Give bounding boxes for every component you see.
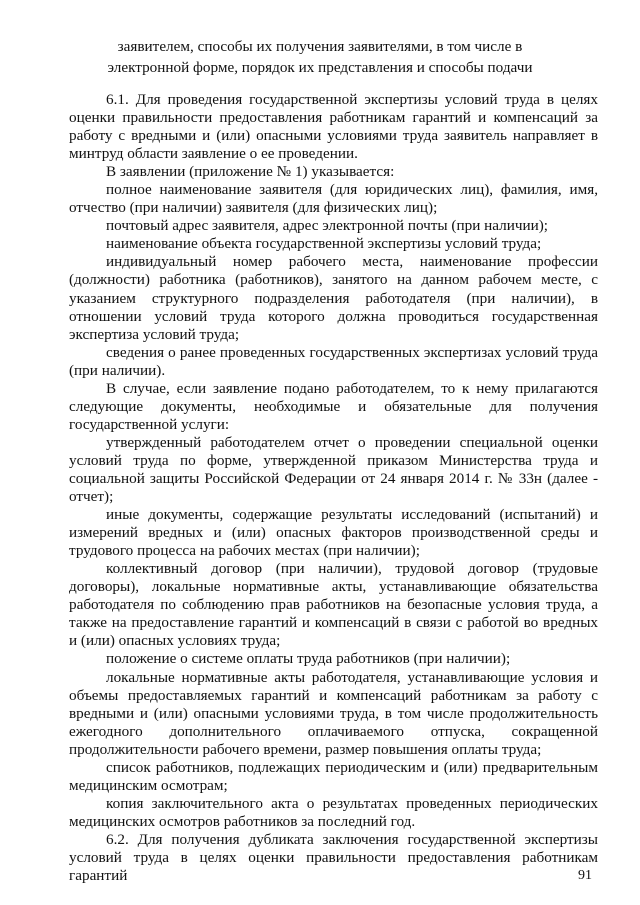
list-item-employee-list: список работников, подлежащих периодическим и (или) предварительным медицинским осмотрам; [69,758,598,794]
paragraph-6-1: 6.1. Для проведения государственной экспертизы условий труда в целях оценки правильности предоставления работникам гарантий и компенсаций за работу с вредными и (или) опасными условиями труда заявитель направляет в минтруд области заявление о ее проведении. [69,91,598,163]
paragraph-6-2: 6.2. Для получения дубликата заключения государственной экспертизы условий труда в целях оценки правильности предоставления работникам гарантий [69,830,598,885]
list-item-report: утвержденный работодателем отчет о проведении специальной оценки условий труда по форме, утвержденной приказом Министерства труда и социальной защиты Российской Федерации от 24 января 2014 г. № 33н (далее - отчет); [69,433,598,506]
list-item-previous-expertise: сведения о ранее проведенных государственных экспертизах условий труда (при наличии). [69,343,598,379]
list-item-medical-act: копия заключительного акта о результатах проведенных периодических медицинских осмотров работников за последний год. [69,794,598,830]
list-item-workplace: индивидуальный номер рабочего места, наименование профессии (должности) работника (работников), занятого на данном рабочем месте, с указанием структурного подразделения работодателя (при наличии), в отношении условий труда которого должна проводиться государственная экспертиза условий труда; [69,253,598,343]
paragraph-employer-documents: В случае, если заявление подано работодателем, то к нему прилагаются следующие документы, необходимые и обязательные для получения государственной услуги: [69,379,598,433]
heading-line-1: заявителем, способы их получения заявителями, в том числе в [117,38,523,55]
page-number: 91 [578,868,592,883]
document-body [69,91,598,885]
list-item-applicant-name: полное наименование заявителя (для юридических лиц), фамилия, имя, отчество (при наличии) заявителя (для физических лиц); [69,181,598,217]
heading-line-2: электронной форме, порядок их представления и способы подачи [107,59,533,76]
list-item-other-documents: иные документы, содержащие результаты исследований (испытаний) и измерений вредных и (или) опасных факторов производственной среды и трудового процесса на рабочих местах (при наличии); [69,506,598,560]
paragraph-application-contents: В заявлении (приложение № 1) указывается: [106,163,395,181]
list-item-object-name: наименование объекта государственной экспертизы условий труда; [106,235,542,253]
section-heading [60,36,580,78]
list-item-payment-system: положение о системе оплаты труда работников (при наличии); [106,650,511,668]
list-item-collective-agreement: коллективный договор (при наличии), трудовой договор (трудовые договоры), локальные нормативные акты, устанавливающие обязательства работодателя по соблюдению прав работников на безопасные условия труда, а также на предоставление гарантий и компенсаций в связи с работой во вредных и (или) опасных условиях труда; [69,560,598,650]
list-item-address: почтовый адрес заявителя, адрес электронной почты (при наличии); [106,217,549,235]
list-item-local-acts: локальные нормативные акты работодателя, устанавливающие условия и объемы предоставляемых гарантий и компенсаций работникам за работу с вредными и (или) опасными условиями труда, в том числе продолжительность ежегодного дополнительного оплачиваемого отпуска, сокращенной продолжительности рабочего времени, размер повышения оплаты труда; [69,668,598,758]
